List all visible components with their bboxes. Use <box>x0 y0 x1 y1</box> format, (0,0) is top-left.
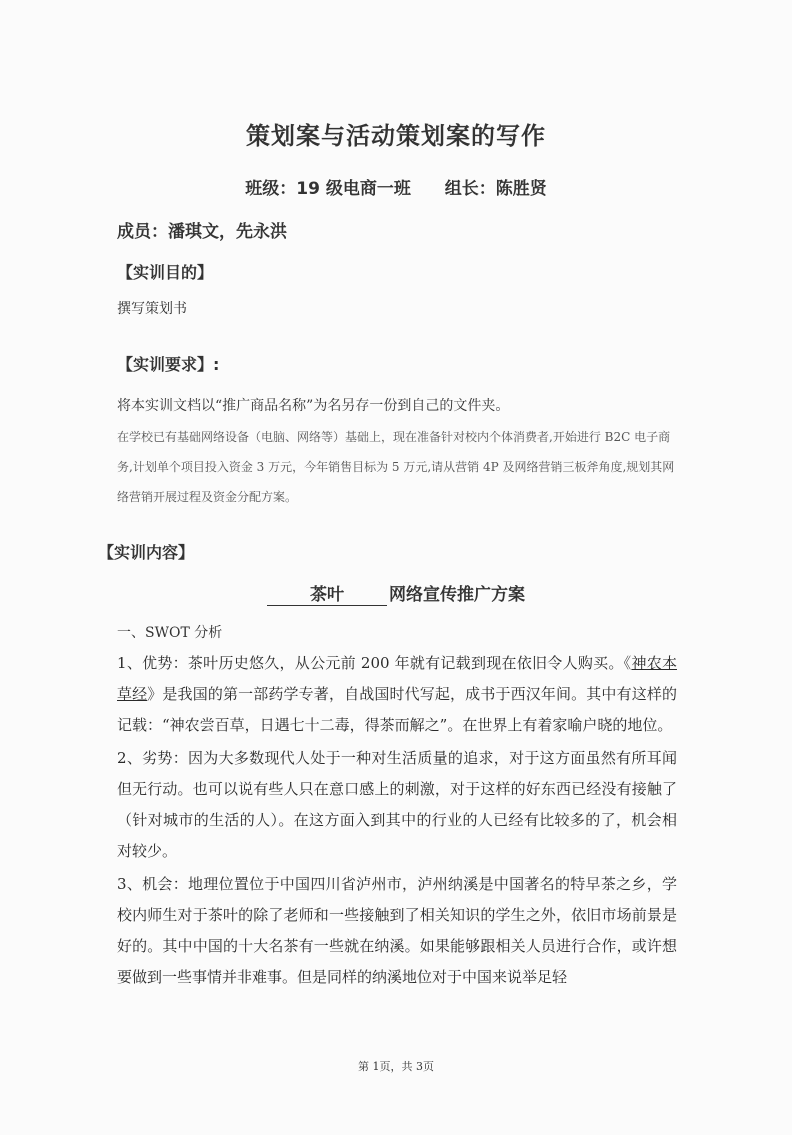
requirement-paragraph: 在学校已有基础网络设备（电脑、网络等）基础上，现在准备针对校内个体消费者,开始进行 B2C 电子商务,计划单个项目投入资金 3 万元，今年销售目标为 5 万元,请从营销 4P 及网络营销三板斧角度,规划其网络营销开展过程及资金分配方案。 <box>117 430 675 504</box>
requirement-line-1: 将本实训文档以“推广商品名称”为名另存一份到自己的文件夹。 <box>117 398 510 414</box>
section-requirements-heading: 【实训要求】: <box>117 355 220 374</box>
strengths-text-b: 》是我国的第一部药学专著，自战国时代写起，成书于西汉年间。其中有这样的记载：“神农尝百草，日遇七十二毒，得茶而解之”。在世界上有着家喻户晓的地位。 <box>117 685 677 734</box>
swot-body <box>117 648 677 995</box>
paragraph-strengths <box>117 648 677 741</box>
class-leader-line <box>0 174 792 199</box>
page-footer: 第 1页，共 3页 <box>358 1060 434 1073</box>
document-title: 策划案与活动策划案的写作 <box>246 122 546 150</box>
swot-heading: 一、SWOT 分析 <box>117 625 223 641</box>
plan-title-suffix: 网络宣传推广方案 <box>389 585 525 605</box>
plan-title <box>0 580 792 606</box>
class-label: 班级：19 级电商一班 <box>245 179 411 199</box>
purpose-text: 撰写策划书 <box>117 301 187 317</box>
plan-product: 茶叶 <box>267 580 387 606</box>
section-content-heading: 【实训内容】 <box>98 543 195 562</box>
leader-label: 组长：陈胜贤 <box>444 179 547 199</box>
section-purpose-heading: 【实训目的】 <box>117 263 214 282</box>
paragraph-weaknesses: 2、劣势：因为大多数现代人处于一种对生活质量的追求，对于这方面虽然有所耳闻但无行动。也可以说有些人只在意口感上的刺激，对于这样的好东西已经没有接触了（针对城市的生活的人）。在这方面入到其中的行业的人已经有比较多的了，机会相对较少。 <box>117 749 677 860</box>
members-line: 成员：潘琪文，先永洪 <box>117 222 287 242</box>
strengths-text-a: 1、优势：茶叶历史悠久，从公元前 200 年就有记载到现在依旧令人购买。《 <box>117 654 632 672</box>
book-title-link: 神农本草经 <box>117 654 677 703</box>
paragraph-opportunities: 3、机会：地理位置位于中国四川省泸州市，泸州纳溪是中国著名的特早茶之乡，学校内师生对于茶叶的除了老师和一些接触到了相关知识的学生之外，依旧市场前景是好的。其中中国的十大名茶有一些就在纳溪。如果能够跟相关人员进行合作，或许想要做到一些事情并非难事。但是同样的纳溪地位对于中国来说举足轻 <box>117 875 677 986</box>
